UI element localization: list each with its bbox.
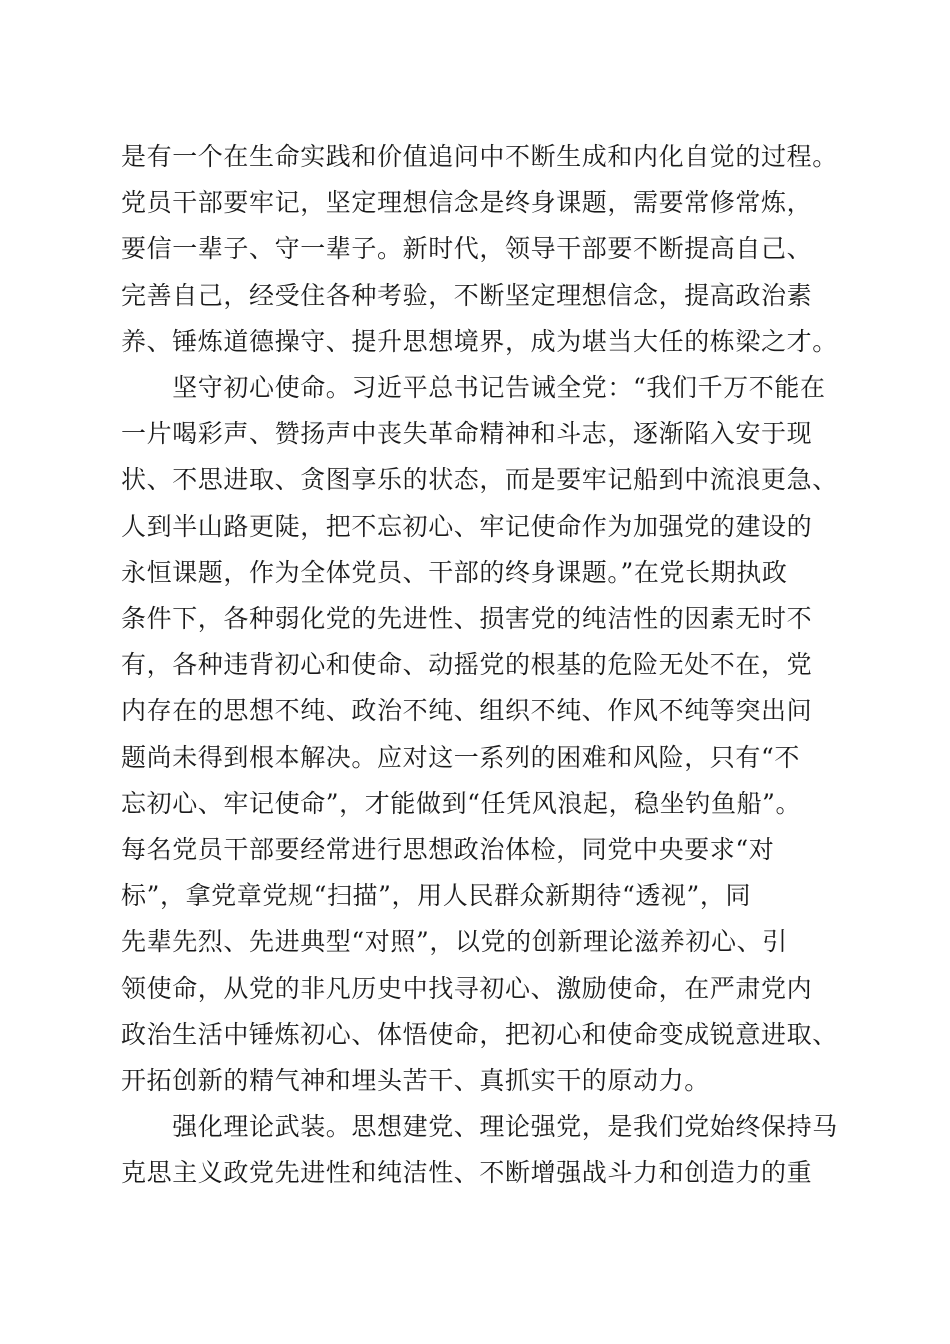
body-text (121, 134, 851, 1197)
text-line: 要信一辈子、守一辈子。新时代，领导干部要不断提高自己、 (121, 234, 813, 264)
text-line: 忘初心、牢记使命”，才能做到“任凭风浪起，稳坐钓鱼船”。 (121, 788, 802, 818)
text-line: 标”，拿党章党规“扫描”，用人民群众新期待“透视”，同 (121, 881, 752, 911)
text-line: 政治生活中锤炼初心、体悟使命，把初心和使命变成锐意进取、 (121, 1019, 838, 1049)
text-line: 有，各种违背初心和使命、动摇党的根基的危险无处不在，党 (121, 650, 813, 680)
text-line: 坚守初心使命。习近平总书记告诫全党：“我们千万不能在 (121, 373, 826, 403)
text-line: 人到半山路更陡，把不忘初心、牢记使命作为加强党的建设的 (121, 511, 813, 541)
text-line: 强化理论武装。思想建党、理论强党，是我们党始终保持马 (121, 1112, 838, 1142)
text-line: 完善自己，经受住各种考验，不断坚定理想信念，提高政治素 (121, 280, 813, 310)
text-line: 永恒课题，作为全体党员、干部的终身课题。”在党长期执政 (121, 557, 788, 587)
text-line: 领使命，从党的非凡历史中找寻初心、激励使命，在严肃党内 (121, 973, 813, 1003)
paragraph-ideals-conviction (121, 134, 851, 365)
paragraph-original-mission (121, 365, 851, 1104)
text-line: 状、不思进取、贪图享乐的状态，而是要牢记船到中流浪更急、 (121, 465, 838, 495)
text-line: 克思主义政党先进性和纯洁性、不断增强战斗力和创造力的重 (121, 1158, 813, 1188)
text-line: 先辈先烈、先进典型“对照”，以党的创新理论滋养初心、引 (121, 927, 788, 957)
text-line: 一片喝彩声、赞扬声中丧失革命精神和斗志，逐渐陷入安于现 (121, 419, 813, 449)
text-line: 是有一个在生命实践和价值追问中不断生成和内化自觉的过程。 (121, 142, 838, 171)
text-line: 开拓创新的精气神和埋头苦干、真抓实干的原动力。 (121, 1066, 710, 1096)
text-line: 内存在的思想不纯、政治不纯、组织不纯、作风不纯等突出问 (121, 696, 813, 726)
text-line: 题尚未得到根本解决。应对这一系列的困难和风险，只有“不 (121, 742, 800, 772)
text-line: 养、锤炼道德操守、提升思想境界，成为堪当大任的栋梁之才。 (121, 326, 838, 356)
paragraph-theoretical-armament (121, 1104, 851, 1196)
text-line: 每名党员干部要经常进行思想政治体检，同党中央要求“对 (121, 835, 775, 865)
text-line: 条件下，各种弱化党的先进性、损害党的纯洁性的因素无时不 (121, 604, 813, 634)
text-line: 党员干部要牢记，坚定理想信念是终身课题，需要常修常炼， (121, 188, 813, 218)
